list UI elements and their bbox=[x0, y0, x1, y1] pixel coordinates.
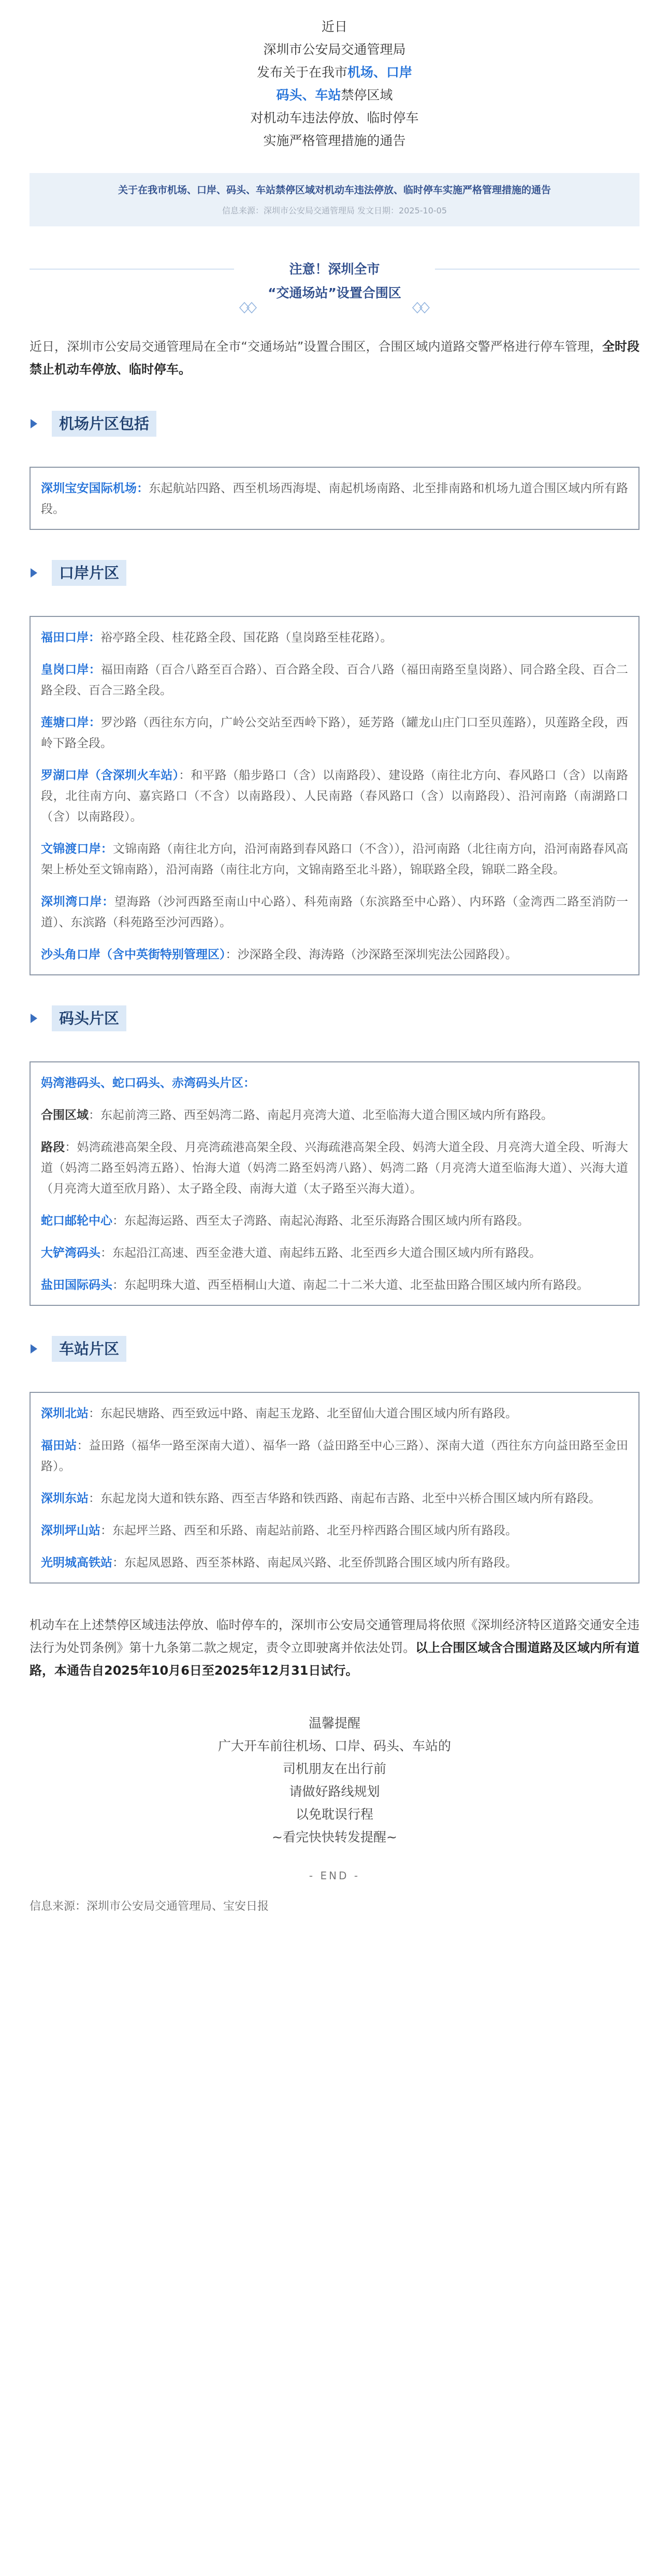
area-roads: 望海路（沙河西路至南山中心路）、科苑南路（东滨路至中心路）、内环路（金湾西二路至消防一道）、东滨路（科苑路至沙河西路）。 bbox=[41, 895, 628, 929]
area-name: 莲塘口岸： bbox=[41, 716, 101, 729]
area-roads: ：东起明珠大道、西至梧桐山大道、南起二十二米大道、北至盐田路合围区域内所有路段。 bbox=[112, 1278, 589, 1292]
area-roads: ：东起前湾三路、西至妈湾二路、南起月亮湾大道、北至临海大道合围区域内所有路段。 bbox=[89, 1109, 553, 1122]
area-roads: ：东起坪兰路、西至和乐路、南起站前路、北至丹梓西路合围区域内所有路段。 bbox=[100, 1524, 517, 1537]
area-entry bbox=[41, 891, 628, 933]
header-line: 对机动车违法停放、临时停车 bbox=[250, 110, 419, 125]
area-name: 深圳坪山站 bbox=[41, 1524, 100, 1537]
area-name: 大铲湾码头 bbox=[41, 1246, 100, 1260]
closing-emphasis: 以上合围区域含合围道路及区域内所有道路，本通告自2025年10月6日至2025年12月31日试行。 bbox=[30, 1640, 640, 1678]
reminder-line: ~看完快快转发提醒~ bbox=[272, 1830, 397, 1845]
area-name: 深圳湾口岸： bbox=[41, 895, 114, 909]
area-entry bbox=[41, 1275, 628, 1296]
area-name: 深圳北站 bbox=[41, 1407, 89, 1420]
section-box-station bbox=[30, 1392, 639, 1584]
area-name: 福田口岸： bbox=[41, 631, 100, 644]
area-name: 盐田国际码头 bbox=[41, 1278, 112, 1292]
area-roads: 罗沙路（西往东方向，广岭公交站至西岭下路），延芳路（罐龙山庄门口至贝莲路），贝莲路全段，西岭下路全段。 bbox=[41, 716, 629, 750]
header-text: 禁停区域 bbox=[341, 88, 393, 103]
area-roads: ：妈湾疏港高架全段、月亮湾疏港高架全段、兴海疏港高架全段、妈湾大道全段、月亮湾大道全段、听海大道（妈湾二路至妈湾五路）、怡海大道（妈湾二路至妈湾八路）、妈湾二路（月亮湾大道至临海大道）、兴海大道（月亮湾大道至欣月路）、太子路全段、南海大道（太子路至兴海大道）。 bbox=[41, 1141, 629, 1196]
area-entry bbox=[41, 765, 628, 827]
area-entry bbox=[41, 839, 628, 880]
area-roads: ：东起龙岗大道和铁东路、西至吉华路和铁西路、南起布吉路、北至中兴桥合围区域内所有路段。 bbox=[89, 1492, 601, 1505]
area-roads: ：东起沿江高速、西至金港大道、南起纬五路、北至西乡大道合围区域内所有路段。 bbox=[100, 1246, 541, 1260]
area-entry bbox=[41, 1520, 628, 1541]
triangle-icon bbox=[31, 568, 37, 578]
end-marker: - END - bbox=[309, 1869, 360, 1882]
intro-emphasis: 全时段禁止机动车停放、临时停车。 bbox=[30, 339, 639, 377]
triangle-icon bbox=[31, 1014, 37, 1023]
area-entry bbox=[41, 1211, 628, 1231]
section-heading-port bbox=[30, 560, 639, 586]
header-line: 近日 bbox=[321, 19, 347, 34]
section-title: 码头片区 bbox=[52, 1005, 126, 1031]
closing-paragraph bbox=[30, 1614, 639, 1682]
area-entry bbox=[41, 944, 628, 965]
area-roads: ：沙深路全段、海涛路（沙深路至深圳宪法公园路段）。 bbox=[225, 948, 517, 961]
area-name: 深圳宝安国际机场： bbox=[41, 482, 149, 495]
section-box-port bbox=[30, 616, 639, 975]
reminder-line: 温馨提醒 bbox=[308, 1716, 360, 1731]
section-title: 口岸片区 bbox=[52, 560, 126, 586]
banner-title: 关于在我市机场、口岸、码头、车站禁停区域对机动车违法停放、临时停车实施严格管理措施的通告 bbox=[118, 184, 551, 196]
area-name: 罗湖口岸（含深圳火车站） bbox=[41, 769, 179, 782]
section-box-pier bbox=[30, 1061, 639, 1306]
area-entry bbox=[41, 627, 628, 648]
header-text: 发布关于在我市 bbox=[256, 65, 347, 80]
reminder-line: 司机朋友在出行前 bbox=[282, 1761, 386, 1776]
area-roads: ：东起民塘路、西至致远中路、南起玉龙路、北至留仙大道合围区域内所有路段。 bbox=[89, 1407, 517, 1420]
area-name: 光明城高铁站 bbox=[41, 1556, 112, 1570]
area-roads: ：东起凤恩路、西至茶林路、南起凤兴路、北至侨凯路合围区域内所有路段。 bbox=[112, 1556, 517, 1570]
banner-meta: 信息来源：深圳市公安局交通管理局 发文日期：2025-10-05 bbox=[222, 206, 447, 215]
area-roads: ：和平路（船步路口（含）以南路段）、建设路（南往北方向、春风路口（含）以南路段，北往南方向、嘉宾路口（不含）以南路段）、人民南路（春风路口（含）以南路段）、沿河南路（南湖路口（含）以南路段）。 bbox=[41, 769, 629, 824]
area-roads: ：东起海运路、西至太子湾路、南起沁海路、北至乐海路合围区域内所有路段。 bbox=[112, 1214, 529, 1228]
notice-banner bbox=[30, 173, 639, 226]
area-name: 路段 bbox=[41, 1141, 65, 1154]
triangle-icon bbox=[31, 419, 37, 428]
area-roads: 福田南路（百合八路至百合路）、百合路全段、百合八路（福田南路至皇岗路）、同合路全段、百合二路全段、百合三路全段。 bbox=[41, 663, 629, 697]
area-roads: 裕亭路全段、桂花路全段、国花路（皇岗路至桂花路）。 bbox=[100, 631, 392, 644]
notice-line: 注意！深圳全市 bbox=[289, 262, 380, 277]
reminder-block bbox=[30, 1712, 639, 1849]
area-name: 文锦渡口岸： bbox=[41, 842, 113, 856]
area-roads: 东起航站四路、西至机场西海堤、南起机场南路、北至排南路和机场九道合围区域内所有路段。 bbox=[41, 482, 629, 516]
reminder-line: 广大开车前往机场、口岸、码头、车站的 bbox=[217, 1738, 451, 1753]
article-header bbox=[30, 0, 639, 152]
intro-text: 近日，深圳市公安局交通管理局在全市“交通场站”设置合围区，合围区域内道路交警严格进行停车管理， bbox=[30, 339, 602, 354]
area-name: 深圳东站 bbox=[41, 1492, 89, 1505]
header-line: 实施严格管理措施的通告 bbox=[263, 133, 406, 148]
area-entry bbox=[41, 1435, 628, 1477]
area-entry bbox=[41, 1552, 628, 1573]
area-entry bbox=[41, 478, 628, 520]
section-heading-station bbox=[30, 1336, 639, 1362]
section-title: 车站片区 bbox=[52, 1336, 126, 1362]
notice-line: “交通场站”设置合围区 bbox=[268, 285, 401, 300]
area-entry bbox=[41, 1403, 628, 1424]
area-roads: 文锦南路（南往北方向，沿河南路到春风路口（不含）），沿河南路（北往南方向，沿河南路春风高架上桥处至文锦南路），沿河南路（南往北方向，文锦南路至北斗路），锦联路全段，锦联二路全段。 bbox=[41, 842, 629, 876]
notice-text bbox=[30, 257, 639, 305]
area-name: 皇岗口岸： bbox=[41, 663, 101, 677]
closing-text: 机动车在上述禁停区域违法停放、临时停车的，深圳市公安局交通管理局将依照《深圳经济特区道路交通安全违法行为处罚条例》第十九条第二款之规定，责令立即驶离并依法处罚。 bbox=[30, 1618, 639, 1655]
notice-title bbox=[30, 257, 639, 314]
section-heading-airport bbox=[30, 411, 639, 437]
reminder-line: 请做好路线规划 bbox=[289, 1784, 380, 1799]
header-highlight: 机场、口岸 bbox=[347, 65, 413, 80]
area-entry bbox=[41, 1488, 628, 1509]
intro-paragraph bbox=[30, 335, 639, 381]
header-line bbox=[30, 61, 639, 84]
area-entry bbox=[41, 1105, 628, 1126]
section-heading-pier bbox=[30, 1005, 639, 1031]
area-entry bbox=[41, 1243, 628, 1263]
header-line: 深圳市公安局交通管理局 bbox=[263, 42, 406, 57]
area-entry bbox=[41, 659, 628, 701]
area-name: 沙头角口岸（含中英街特别管理区） bbox=[41, 948, 226, 961]
area-name: 福田站 bbox=[41, 1439, 77, 1452]
reminder-line: 以免耽误行程 bbox=[295, 1807, 373, 1822]
area-roads: ：益田路（福华一路至深南大道）、福华一路（益田路至中心三路）、深南大道（西往东方向益田路至金田路）。 bbox=[41, 1439, 629, 1473]
area-name: 蛇口邮轮中心 bbox=[41, 1214, 112, 1228]
info-source: 信息来源：深圳市公安局交通管理局、宝安日报 bbox=[30, 1900, 269, 1913]
subsection-title: 妈湾港码头、蛇口码头、赤湾码头片区： bbox=[41, 1076, 255, 1090]
header-highlight: 码头、车站 bbox=[276, 88, 341, 103]
area-name: 合围区域 bbox=[41, 1109, 89, 1122]
triangle-icon bbox=[31, 1344, 37, 1354]
section-title: 机场片区包括 bbox=[52, 411, 156, 437]
area-entry bbox=[41, 1137, 628, 1199]
area-entry bbox=[41, 712, 628, 754]
header-line bbox=[30, 84, 639, 107]
section-box-airport bbox=[30, 467, 639, 530]
